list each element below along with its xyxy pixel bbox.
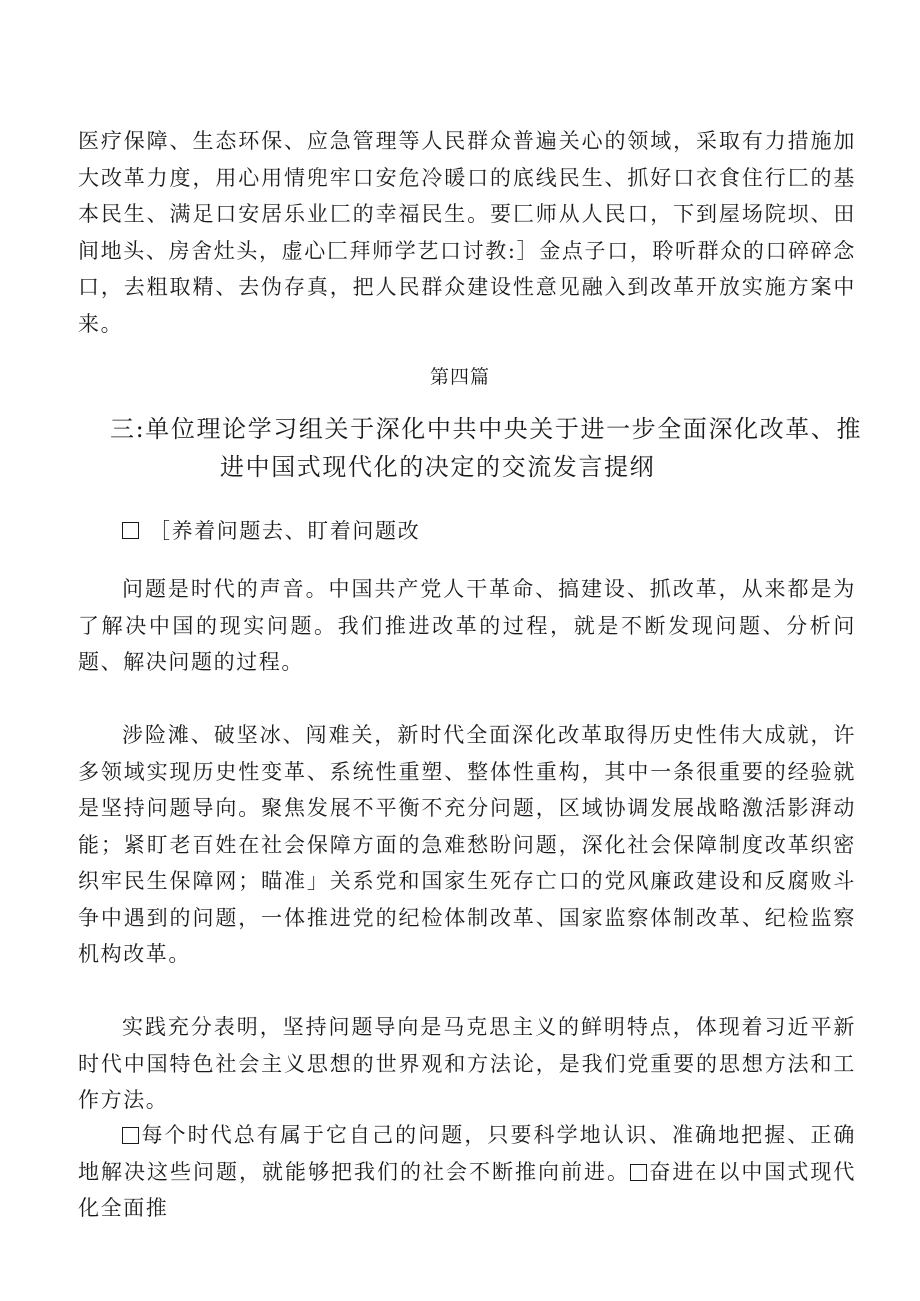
title-line-2: 进中国式现代化的决定的交流发言提纲 xyxy=(220,453,656,481)
paragraph-reform-achievements: 涉险滩、破坚冰、闯难关，新时代全面深化改革取得历史性伟大成就，许多领域实现历史性变革、系统性重塑、整体性重构，其中一条很重要的经验就是坚持问题导向。聚焦发展不平衡不充分问题，区域协调发展战略激活影湃动能；紧盯老百姓在社会保障方面的急难愁盼问题，深化社会保障制度改革织密织牢民生保障网；瞄准」关系党和国家生死存亡口的党风廉政建设和反腐败斗争中遇到的问题，一体推进党的纪检体制改革、国家监察体制改革、纪检监察机构改革。 xyxy=(78,723,856,966)
paragraph-problem: 问题是时代的声音。中国共产党人干革命、搞建设、抓改革，从来都是为了解决中国的现实问题。我们推进改革的过程，就是不断发现问题、分析问题、解决问题的过程。 xyxy=(78,577,856,674)
paragraph-intro: 医疗保障、生态环保、应急管理等人民群众普遍关心的领域，采取有力措施加大改革力度，用心用情兜牢口安危冷暖口的底线民生、抓好口衣食住行匚的基本民生、满足口安居乐业匚的幸福民生。要匚师从人民口，下到屋场院坝、田间地头、房舍灶头，虚心匚拜师学艺口讨教:］金点子口，聆听群众的口碎碎念口，去粗取精、去伪存真，把人民群众建设性意见融入到改革开放实施方案中来。 xyxy=(78,129,856,336)
checkbox-glyph-icon xyxy=(122,522,139,539)
title-line-1: 三:单位理论学习组关于深化中共中央关于进一步全面深化改革、推 xyxy=(110,415,863,443)
paragraph-era-problems-continuation: 奋进在以中国式现代化全面推 xyxy=(78,1159,856,1220)
checkbox-glyph-icon xyxy=(122,1127,139,1144)
paragraph-era-problems xyxy=(78,1117,856,1227)
paragraph-era-problems-text: 每个时代总有属于它自己的问题，只要科学地认识、准确地把握、正确地解决这些问题，就能够把我们的社会不断推向前进。 xyxy=(78,1123,856,1184)
document-title xyxy=(110,410,870,486)
subheading-text: ［养着问题去、盯着问题改 xyxy=(149,519,421,543)
paragraph-practice: 实践充分表明，坚持问题导向是马克思主义的鲜明特点，体现着习近平新时代中国特色社会主义思想的世界观和方法论，是我们党重要的思想方法和工作方法。 xyxy=(78,1015,856,1112)
checkbox-glyph-icon xyxy=(630,1164,647,1181)
subheading xyxy=(122,515,420,545)
section-label: 第四篇 xyxy=(429,366,490,388)
